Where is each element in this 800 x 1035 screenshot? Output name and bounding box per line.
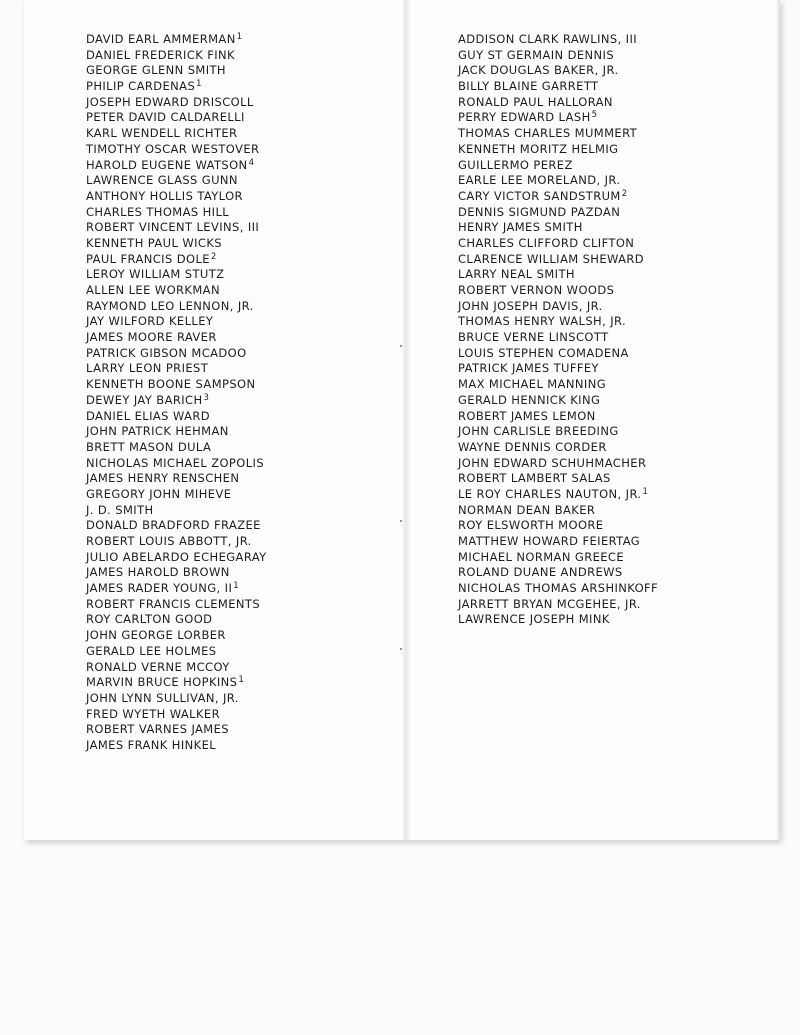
name-text: JOHN EDWARD SCHUHMACHER (458, 455, 647, 470)
name-text: DAVID EARL AMMERMAN (86, 32, 236, 46)
paper-speck (400, 520, 402, 522)
name-entry (458, 205, 658, 221)
name-text: LARRY LEON PRIEST (86, 361, 209, 376)
footnote-marker: 2 (621, 188, 628, 199)
name-text: CARY VICTOR SANDSTRUM (458, 188, 621, 203)
name-text: CLARENCE WILLIAM SHEWARD (458, 251, 645, 266)
name-text: ROBERT VARNES JAMES (86, 722, 229, 737)
name-entry (86, 32, 267, 48)
name-entry (86, 424, 267, 440)
name-entry (86, 330, 267, 346)
name-entry (86, 314, 267, 330)
name-entry (86, 722, 267, 738)
name-entry (86, 660, 267, 676)
name-text: JULIO ABELARDO ECHEGARAY (86, 549, 267, 564)
name-text: JARRETT BRYAN MCGEHEE, JR. (458, 596, 641, 611)
name-text: ROBERT FRANCIS CLEMENTS (86, 596, 261, 611)
name-entry (458, 267, 658, 283)
name-entry (458, 565, 658, 581)
name-entry (86, 503, 267, 519)
name-entry (86, 267, 267, 283)
name-entry (458, 550, 658, 566)
name-list-left (86, 32, 267, 754)
name-text: LAWRENCE GLASS GUNN (86, 173, 238, 188)
name-entry (458, 236, 658, 252)
name-entry (86, 471, 267, 487)
name-text: KENNETH BOONE SAMPSON (86, 377, 256, 392)
name-text: ADDISON CLARK RAWLINS, III (458, 32, 638, 46)
name-entry (86, 597, 267, 613)
name-text: RAYMOND LEO LENNON, JR. (86, 298, 254, 313)
name-entry (86, 707, 267, 723)
name-text: GEORGE GLENN SMITH (86, 63, 226, 78)
name-text: DEWEY JAY BARICH (86, 392, 203, 407)
name-text: MARVIN BRUCE HOPKINS (86, 675, 238, 690)
name-entry (86, 518, 267, 534)
name-entry (86, 173, 267, 189)
name-entry (86, 409, 267, 425)
name-entry (458, 330, 658, 346)
name-text: MICHAEL NORMAN GREECE (458, 549, 625, 564)
name-text: LE ROY CHARLES NAUTON, JR. (458, 486, 642, 501)
name-entry (86, 565, 267, 581)
name-entry (86, 612, 267, 628)
name-text: PHILIP CARDENAS (86, 79, 196, 94)
name-text: JOSEPH EDWARD DRISCOLL (86, 94, 254, 109)
name-entry (458, 110, 658, 126)
paper-speck (400, 648, 402, 650)
name-text: LARRY NEAL SMITH (458, 267, 575, 282)
page-edge-shadow (776, 0, 780, 840)
name-text: DANIEL ELIAS WARD (86, 408, 210, 423)
name-entry (86, 299, 267, 315)
name-entry (458, 409, 658, 425)
name-entry (458, 581, 658, 597)
name-text: NICHOLAS THOMAS ARSHINKOFF (458, 581, 659, 596)
name-text: MATTHEW HOWARD FEIERTAG (458, 534, 641, 548)
name-text: NICHOLAS MICHAEL ZOPOLIS (86, 455, 265, 470)
name-text: EARLE LEE MORELAND, JR. (458, 173, 621, 188)
name-entry (86, 79, 267, 95)
name-text: LEROY WILLIAM STUTZ (86, 267, 225, 282)
name-entry (458, 361, 658, 377)
name-text: LAWRENCE JOSEPH MINK (458, 612, 610, 627)
name-entry (86, 691, 267, 707)
name-entry (86, 581, 267, 597)
name-entry (86, 550, 267, 566)
name-entry (86, 393, 267, 409)
name-text: JAMES HAROLD BROWN (86, 565, 230, 580)
name-text: ANTHONY HOLLIS TAYLOR (86, 188, 243, 203)
name-entry (458, 440, 658, 456)
name-text: JAMES FRANK HINKEL (86, 737, 217, 752)
footnote-marker: 2 (210, 251, 217, 262)
name-text: JACK DOUGLAS BAKER, JR. (458, 63, 619, 78)
name-entry (86, 534, 267, 550)
name-text: GREGORY JOHN MIHEVE (86, 486, 232, 501)
name-text: JOHN GEORGE LORBER (86, 628, 226, 643)
name-text: WAYNE DENNIS CORDER (458, 439, 607, 454)
name-entry (86, 110, 267, 126)
name-entry (86, 440, 267, 456)
name-text: DANIEL FREDERICK FINK (86, 47, 235, 62)
name-entry (458, 126, 658, 142)
name-entry (86, 126, 267, 142)
name-entry (86, 158, 267, 174)
paper-speck (400, 345, 402, 347)
name-entry (86, 189, 267, 205)
footnote-marker: 4 (248, 157, 255, 168)
name-entry (86, 236, 267, 252)
name-entry (458, 597, 658, 613)
name-entry (86, 675, 267, 691)
name-text: BILLY BLAINE GARRETT (458, 79, 599, 94)
name-entry (458, 79, 658, 95)
footnote-marker: 1 (233, 581, 240, 592)
name-entry (86, 220, 267, 236)
name-text: JOHN JOSEPH DAVIS, JR. (458, 298, 603, 313)
name-text: J. D. SMITH (86, 502, 154, 517)
name-text: MAX MICHAEL MANNING (458, 377, 607, 392)
name-entry (458, 346, 658, 362)
name-text: PERRY EDWARD LASH (458, 110, 591, 125)
name-entry (458, 377, 658, 393)
name-entry (86, 361, 267, 377)
name-entry (458, 471, 658, 487)
name-entry (458, 612, 658, 628)
name-entry (458, 158, 658, 174)
name-entry (458, 32, 658, 48)
name-text: RONALD VERNE MCCOY (86, 659, 230, 674)
name-text: JAY WILFORD KELLEY (86, 314, 214, 329)
name-entry (86, 95, 267, 111)
footnote-marker: 3 (203, 392, 210, 403)
name-text: JOHN CARLISLE BREEDING (458, 424, 619, 439)
name-entry (458, 220, 658, 236)
name-text: PETER DAVID CALDARELLI (86, 110, 245, 125)
name-entry (458, 173, 658, 189)
name-entry (86, 283, 267, 299)
footnote-marker: 1 (196, 79, 202, 90)
footnote-marker: 5 (591, 110, 598, 121)
footnote-marker: 1 (238, 675, 245, 686)
name-text: KENNETH MORITZ HELMIG (458, 141, 619, 156)
footnote-marker: 1 (236, 32, 243, 42)
name-text: CHARLES THOMAS HILL (86, 204, 230, 219)
name-text: ROBERT LAMBERT SALAS (458, 471, 611, 486)
name-entry (458, 456, 658, 472)
name-text: BRUCE VERNE LINSCOTT (458, 330, 609, 345)
name-entry (458, 48, 658, 64)
footnote-marker: 1 (642, 486, 649, 497)
name-text: KENNETH PAUL WICKS (86, 235, 222, 250)
name-text: ROY CARLTON GOOD (86, 612, 213, 627)
name-text: JOHN LYNN SULLIVAN, JR. (86, 690, 239, 705)
name-text: FRED WYETH WALKER (86, 706, 220, 721)
name-text: TIMOTHY OSCAR WESTOVER (86, 141, 260, 156)
name-entry (86, 487, 267, 503)
name-text: BRETT MASON DULA (86, 439, 212, 454)
name-entry (86, 346, 267, 362)
name-text: THOMAS CHARLES MUMMERT (458, 126, 638, 141)
name-entry (86, 644, 267, 660)
name-entry (86, 252, 267, 268)
name-text: GERALD HENNICK KING (458, 392, 601, 407)
name-entry (86, 628, 267, 644)
name-text: ROBERT VINCENT LEVINS, III (86, 220, 260, 235)
name-text: ROBERT VERNON WOODS (458, 283, 615, 297)
name-text: JAMES MOORE RAVER (86, 330, 217, 345)
name-text: PAUL FRANCIS DOLE (86, 251, 210, 266)
name-text: THOMAS HENRY WALSH, JR. (458, 314, 627, 329)
name-text: HENRY JAMES SMITH (458, 220, 583, 235)
name-text: JOHN PATRICK HEHMAN (86, 424, 229, 439)
name-text: ROBERT JAMES LEMON (458, 408, 596, 423)
name-entry (458, 314, 658, 330)
name-text: GERALD LEE HOLMES (86, 643, 217, 658)
name-text: GUY ST GERMAIN DENNIS (458, 47, 615, 62)
name-text: DONALD BRADFORD FRAZEE (86, 518, 261, 533)
name-entry (86, 205, 267, 221)
name-text: ROY ELSWORTH MOORE (458, 518, 604, 533)
name-entry (458, 487, 658, 503)
name-text: ALLEN LEE WORKMAN (86, 283, 220, 297)
name-entry (86, 377, 267, 393)
name-entry (458, 299, 658, 315)
name-entry (458, 393, 658, 409)
name-text: ROBERT LOUIS ABBOTT, JR. (86, 534, 252, 548)
name-entry (458, 252, 658, 268)
name-text: PATRICK JAMES TUFFEY (458, 361, 599, 376)
name-text: JAMES HENRY RENSCHEN (86, 471, 240, 486)
name-entry (86, 63, 267, 79)
name-entry (458, 142, 658, 158)
name-entry (458, 534, 658, 550)
name-text: ROLAND DUANE ANDREWS (458, 565, 623, 580)
name-text: HAROLD EUGENE WATSON (86, 157, 248, 172)
name-entry (86, 142, 267, 158)
name-entry (458, 63, 658, 79)
name-entry (458, 518, 658, 534)
name-entry (86, 456, 267, 472)
name-text: CHARLES CLIFFORD CLIFTON (458, 235, 635, 250)
name-text: LOUIS STEPHEN COMADENA (458, 345, 629, 360)
name-text: KARL WENDELL RICHTER (86, 126, 238, 141)
name-list-right (458, 32, 658, 628)
name-entry (86, 48, 267, 64)
name-text: JAMES RADER YOUNG, II (86, 581, 233, 596)
name-entry (458, 424, 658, 440)
name-entry (86, 738, 267, 754)
name-text: GUILLERMO PEREZ (458, 157, 573, 172)
name-text: RONALD PAUL HALLORAN (458, 94, 613, 109)
name-entry (458, 189, 658, 205)
name-text: PATRICK GIBSON MCADOO (86, 345, 247, 360)
page-fold (402, 0, 410, 840)
name-text: NORMAN DEAN BAKER (458, 502, 596, 517)
name-entry (458, 283, 658, 299)
name-text: DENNIS SIGMUND PAZDAN (458, 204, 621, 219)
name-entry (458, 95, 658, 111)
name-entry (458, 503, 658, 519)
